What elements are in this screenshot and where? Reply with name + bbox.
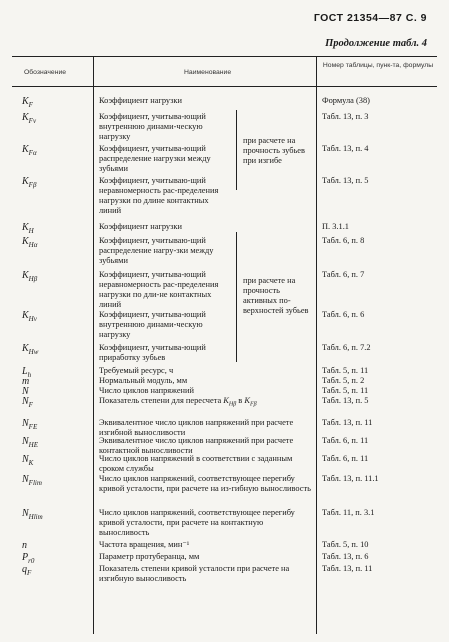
row-name: Число циклов напряжений <box>99 386 194 395</box>
row-reference: Табл. 13, п. 11.1 <box>322 474 379 483</box>
row-name: Число циклов напряжений в соответствии с заданным сроком службы <box>99 454 293 473</box>
table-header-rule <box>12 86 437 87</box>
col-divider-2 <box>316 56 317 86</box>
row-name: Коэффициент, учитываю-щий распределение нагру-зки между зубьями <box>99 236 214 265</box>
row-reference: Формула (38) <box>322 96 370 105</box>
contact-group-bracket <box>236 232 237 362</box>
row-symbol: $N_K$ <box>22 454 34 467</box>
col-header-ref: Номер таблицы, пунк-та, формулы <box>322 62 434 69</box>
row-reference: Табл. 6, п. 11 <box>322 436 369 445</box>
body-col-divider-1 <box>93 86 94 634</box>
table-continuation-label: Продолжение табл. 4 <box>325 38 427 49</box>
row-name: Эквивалентное число циклов напряжений при расчете изгибной выносливости <box>99 418 294 437</box>
row-reference: Табл. 5, п. 11 <box>322 366 369 375</box>
row-reference: Табл. 5, п. 2 <box>322 376 365 385</box>
row-symbol: $q_F$ <box>22 564 32 577</box>
col-divider-1 <box>93 56 94 86</box>
row-reference: П. 3.1.1 <box>322 222 349 231</box>
row-symbol: $N_{FE}$ <box>22 418 38 431</box>
row-reference: Табл. 5, п. 10 <box>322 540 369 549</box>
row-reference: Табл. 13, п. 6 <box>322 552 369 561</box>
row-symbol: $K_{H\beta}$ <box>22 270 38 283</box>
table-top-rule <box>12 56 437 57</box>
row-symbol: $K_F$ <box>22 96 33 109</box>
row-name: Коэффициент, учитыва-ющий внутреннюю динами-ческую нагрузку <box>99 112 206 141</box>
row-reference: Табл. 13, п. 11 <box>322 564 373 573</box>
row-symbol: $K_{Hv}$ <box>22 310 37 323</box>
row-reference: Табл. 13, п. 11 <box>322 418 373 427</box>
row-name: Коэффициент, учитыва-ющий внутреннюю динами-ческую нагрузку <box>99 310 206 339</box>
row-reference: Табл. 6, п. 8 <box>322 236 365 245</box>
row-reference: Табл. 13, п. 5 <box>322 176 369 185</box>
row-name: Коэффициент, учитыва-ющий приработку зубьев <box>99 343 206 362</box>
col-header-designation: Обозначение <box>24 69 67 76</box>
row-symbol: N <box>22 386 29 397</box>
col-header-name: Наименование <box>184 69 232 76</box>
row-symbol: $K_{F\beta}$ <box>22 176 37 189</box>
row-name: Коэффициент нагрузки <box>99 96 182 105</box>
bending-group-bracket <box>236 110 237 190</box>
row-symbol: $N_{HE}$ <box>22 436 39 449</box>
row-symbol: m <box>22 376 30 387</box>
row-reference: Табл. 6, п. 11 <box>322 454 369 463</box>
row-name: Число циклов напряжений, соответствующее перегибу кривой усталости, при расчете на из-гибную выносливость <box>99 474 311 493</box>
bending-group-note: при расчете на прочность зубьев при изгибе <box>243 136 305 165</box>
row-reference: Табл. 11, п. 3.1 <box>322 508 375 517</box>
row-name: Нормальный модуль, мм <box>99 376 188 385</box>
row-symbol: $K_{Fv}$ <box>22 112 37 125</box>
row-symbol: $K_{H\alpha}$ <box>22 236 38 249</box>
row-reference: Табл. 13, п. 4 <box>322 144 369 153</box>
row-name: Показатель степени кривой усталости при расчете на изгибную выносливость <box>99 564 290 583</box>
contact-group-note: при расчете на прочность активных по-верхностей зубьев <box>243 276 309 315</box>
row-name: Коэффициент, учитываю-щий неравномерность рас-пределения нагрузки по длине контактных линий <box>99 176 219 215</box>
body-col-divider-2 <box>316 86 317 634</box>
row-name: Коэффициент нагрузки <box>99 222 182 231</box>
row-name: Требуемый ресурс, ч <box>99 366 174 375</box>
row-name: Частота вращения, мин⁻¹ <box>99 540 190 549</box>
row-reference: Табл. 5, п. 11 <box>322 386 369 395</box>
row-name: Параметр протуберанца, мм <box>99 552 200 561</box>
row-symbol: $L_h$ <box>22 366 32 379</box>
row-name: Эквивалентное число циклов напряжений при расчете контактной выносливости <box>99 436 294 455</box>
row-symbol: $K_H$ <box>22 222 34 235</box>
row-symbol: $N_{Hlim}$ <box>22 508 43 521</box>
row-reference: Табл. 6, п. 7 <box>322 270 365 279</box>
row-symbol: $P_{r0}$ <box>22 552 35 565</box>
row-symbol: n <box>22 540 27 551</box>
row-name: Коэффициент, учитыва-ющий распределение нагрузки между зубьями <box>99 144 211 173</box>
page-header: ГОСТ 21354—87 С. 9 <box>313 12 427 24</box>
row-name: Коэффициент, учитыва-ющий неравномерность рас-пределения нагрузки по дли-не контактных линий <box>99 270 219 309</box>
row-reference: Табл. 6, п. 7.2 <box>322 343 371 352</box>
row-name: Показатель степени для пересчета $K_{H\beta}$ в $K_{F\beta}$ <box>99 396 257 408</box>
row-name: Число циклов напряжений, соответствующее перегибу кривой усталости, при расчете на контактную выносливость <box>99 508 295 537</box>
row-symbol: $N_{Flim}$ <box>22 474 42 487</box>
row-reference: Табл. 13, п. 5 <box>322 396 369 405</box>
row-symbol: $K_{Hw}$ <box>22 343 39 356</box>
row-reference: Табл. 6, п. 6 <box>322 310 365 319</box>
row-reference: Табл. 13, п. 3 <box>322 112 369 121</box>
row-symbol: $K_{F\alpha}$ <box>22 144 37 157</box>
row-symbol: $N_F$ <box>22 396 33 409</box>
